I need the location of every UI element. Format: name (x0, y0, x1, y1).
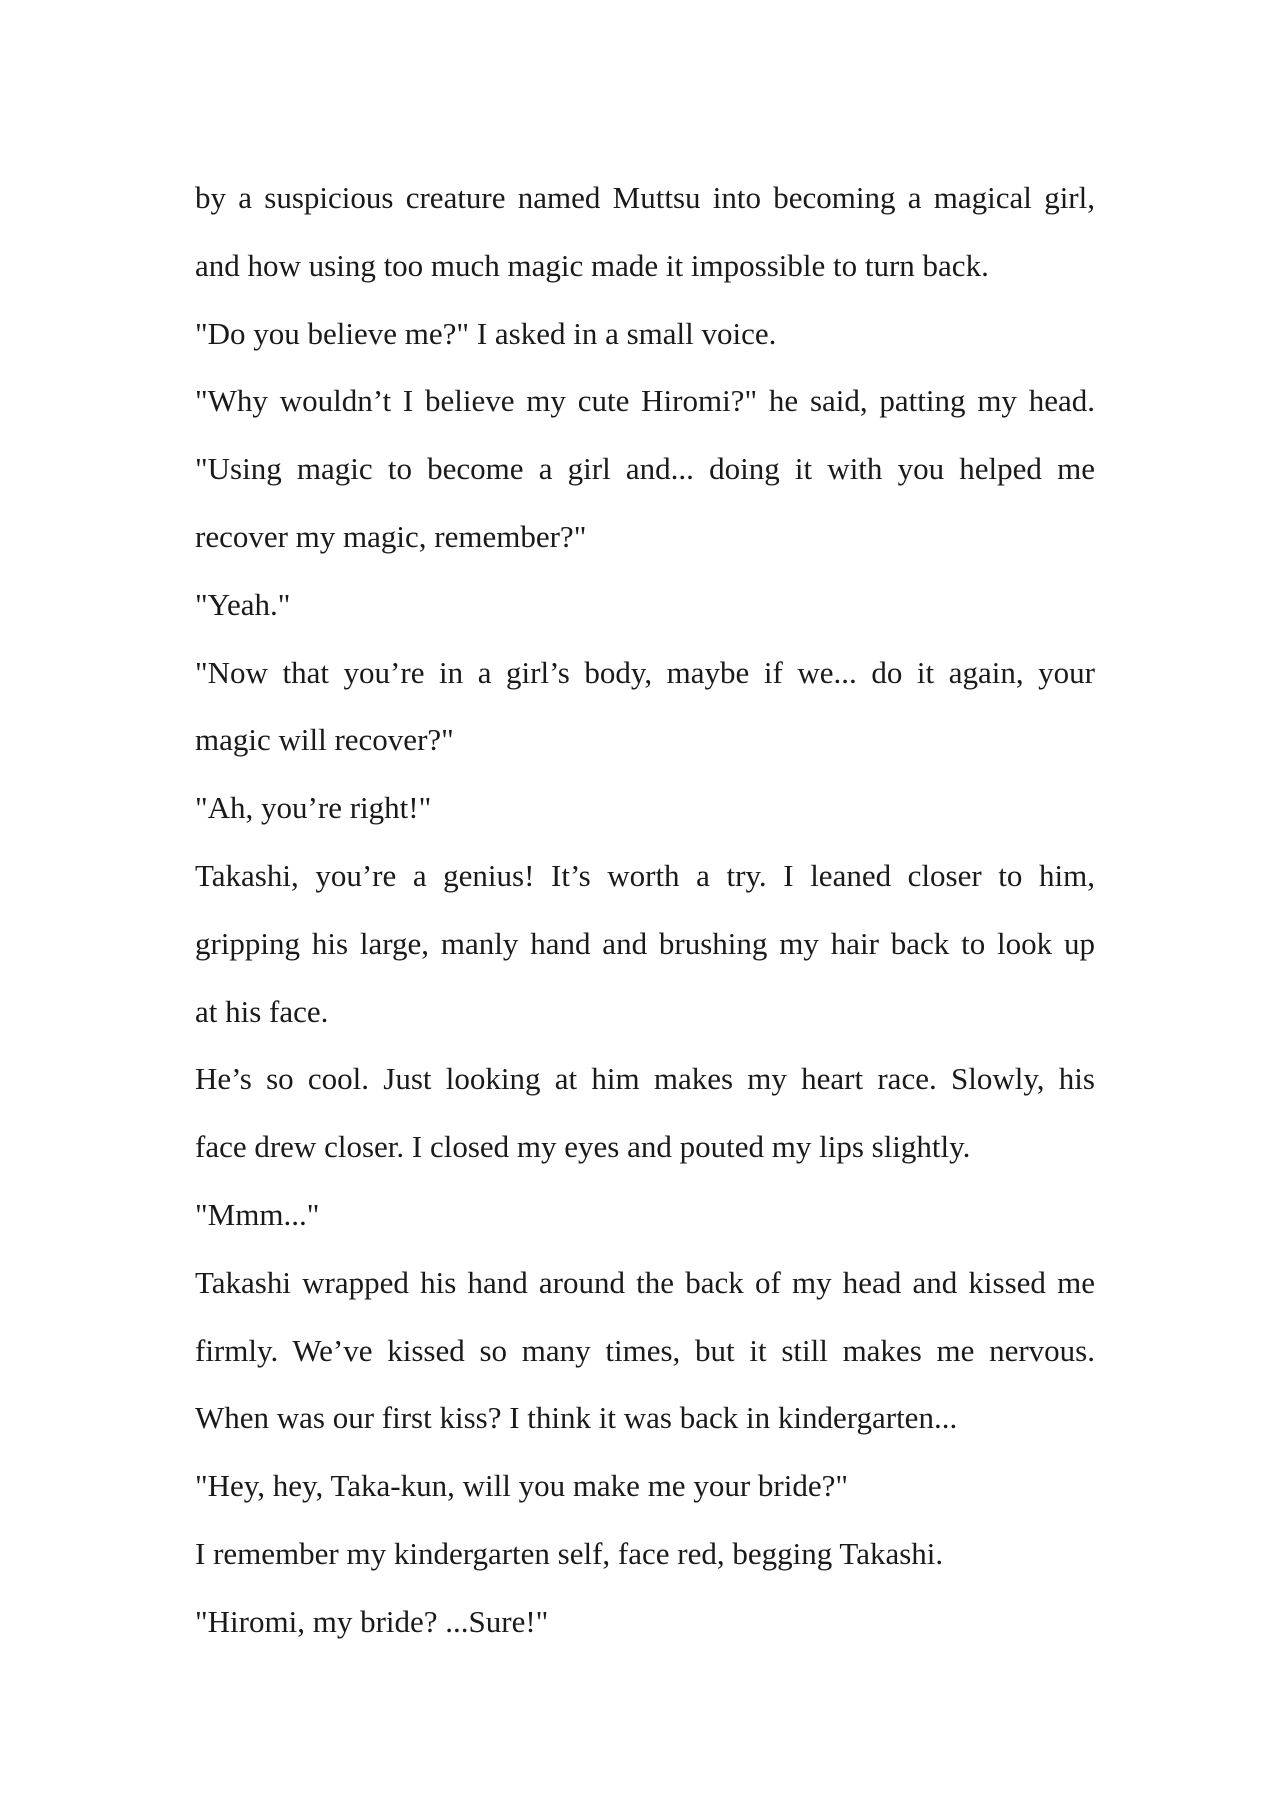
text-line: "Using magic to become a girl and... doing it with you helped me (195, 451, 1095, 487)
text-line: I remember my kindergarten self, face red, begging Takashi. (195, 1535, 944, 1571)
text-line: recover my magic, remember?" (195, 518, 587, 554)
text-line: magic will recover?" (195, 722, 454, 758)
text-line: gripping his large, manly hand and brushing my hair back to look up (195, 925, 1095, 961)
text-line: "Yeah." (195, 586, 291, 622)
text-line: Takashi, you’re a genius! It’s worth a try. I leaned closer to him, (195, 857, 1095, 893)
text-line: Takashi wrapped his hand around the back of my head and kissed me (195, 1264, 1095, 1300)
text-line: "Hey, hey, Taka-kun, will you make me your bride?" (195, 1468, 848, 1504)
text-line: "Do you believe me?" I asked in a small voice. (195, 315, 777, 351)
text-line: and how using too much magic made it impossible to turn back. (195, 247, 989, 283)
text-line: "Hiromi, my bride? ...Sure!" (195, 1603, 549, 1639)
text-line: He’s so cool. Just looking at him makes my heart race. Slowly, his (195, 1061, 1095, 1097)
text-line: at his face. (195, 993, 329, 1029)
body-text (195, 164, 1095, 1656)
text-line: When was our first kiss? I think it was back in kindergarten... (195, 1400, 958, 1436)
text-line: "Now that you’re in a girl’s body, maybe if we... do it again, your (195, 654, 1095, 690)
text-line: "Ah, you’re right!" (195, 790, 432, 826)
text-line: firmly. We’ve kissed so many times, but it still makes me nervous. (195, 1332, 1095, 1368)
text-line: "Mmm..." (195, 1196, 320, 1232)
text-line: by a suspicious creature named Muttsu into becoming a magical girl, (195, 180, 1095, 215)
text-line: face drew closer. I closed my eyes and pouted my lips slightly. (195, 1129, 971, 1165)
text-line: "Why wouldn’t I believe my cute Hiromi?" he said, patting my head. (195, 383, 1095, 419)
